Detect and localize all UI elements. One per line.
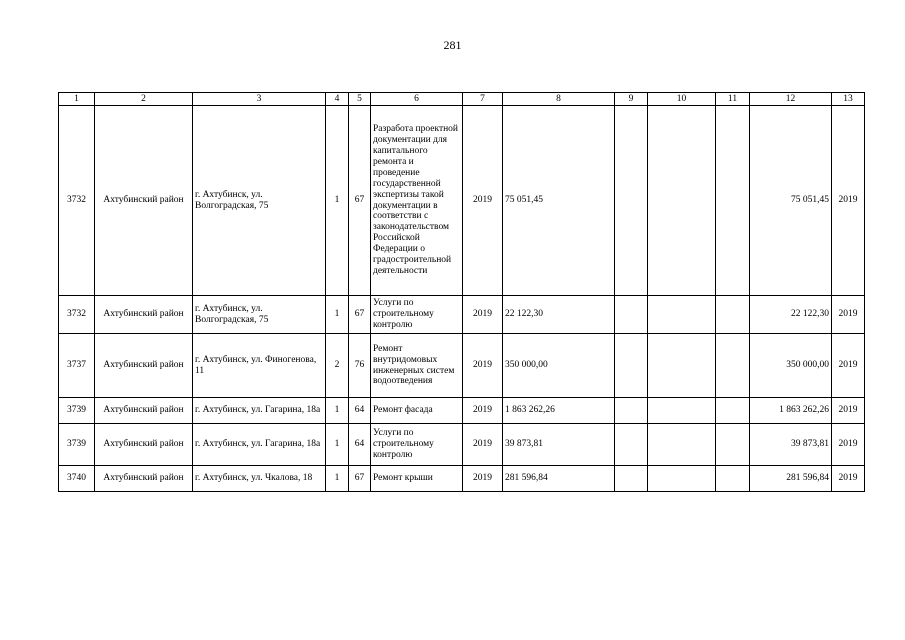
col-5-value: 67 xyxy=(349,466,371,492)
year: 2019 xyxy=(463,296,503,334)
col-11-value xyxy=(716,466,750,492)
column-number: 2 xyxy=(95,93,193,106)
column-number: 11 xyxy=(716,93,750,106)
col-11-value xyxy=(716,106,750,296)
column-number: 12 xyxy=(750,93,832,106)
district: Ахтубинский район xyxy=(95,106,193,296)
column-number: 13 xyxy=(832,93,865,106)
fund-cost: 75 051,45 xyxy=(750,106,832,296)
fund-cost: 39 873,81 xyxy=(750,424,832,466)
col-5-value: 67 xyxy=(349,106,371,296)
address: г. Ахтубинск, ул. Гагарина, 18а xyxy=(193,398,326,424)
work-type: Услуги по строительному контролю xyxy=(371,296,463,334)
record-number: 3740 xyxy=(59,466,95,492)
completion-year: 2019 xyxy=(832,296,865,334)
district: Ахтубинский район xyxy=(95,334,193,398)
col-10-value xyxy=(648,106,716,296)
record-number: 3739 xyxy=(59,398,95,424)
record-number: 3737 xyxy=(59,334,95,398)
table-row xyxy=(59,106,865,296)
col-4-value: 1 xyxy=(326,106,349,296)
col-5-value: 67 xyxy=(349,296,371,334)
total-cost: 75 051,45 xyxy=(503,106,615,296)
col-5-value: 76 xyxy=(349,334,371,398)
column-number: 3 xyxy=(193,93,326,106)
column-number: 6 xyxy=(371,93,463,106)
table-row xyxy=(59,466,865,492)
table-row xyxy=(59,296,865,334)
total-cost: 281 596,84 xyxy=(503,466,615,492)
work-type: Ремонт фасада xyxy=(371,398,463,424)
repair-program-table xyxy=(58,92,865,492)
year: 2019 xyxy=(463,334,503,398)
page-number: 281 xyxy=(443,38,462,52)
col-10-value xyxy=(648,398,716,424)
year: 2019 xyxy=(463,466,503,492)
year: 2019 xyxy=(463,424,503,466)
work-type: Разработа проектной документации для капитального ремонта и проведение государственной экспертизы такой документации в соответстви с законодательством Российской Федерации о градостроительной деятельности xyxy=(371,106,463,296)
fund-cost: 281 596,84 xyxy=(750,466,832,492)
work-type: Ремонт крыши xyxy=(371,466,463,492)
total-cost: 39 873,81 xyxy=(503,424,615,466)
fund-cost: 350 000,00 xyxy=(750,334,832,398)
col-4-value: 2 xyxy=(326,334,349,398)
col-10-value xyxy=(648,466,716,492)
table-row xyxy=(59,424,865,466)
col-10-value xyxy=(648,424,716,466)
district: Ахтубинский район xyxy=(95,398,193,424)
fund-cost: 1 863 262,26 xyxy=(750,398,832,424)
year: 2019 xyxy=(463,398,503,424)
col-5-value: 64 xyxy=(349,398,371,424)
column-number-row xyxy=(59,93,865,106)
total-cost: 1 863 262,26 xyxy=(503,398,615,424)
col-4-value: 1 xyxy=(326,424,349,466)
column-number: 4 xyxy=(326,93,349,106)
record-number: 3732 xyxy=(59,296,95,334)
completion-year: 2019 xyxy=(832,424,865,466)
col-9-value xyxy=(615,466,648,492)
col-9-value xyxy=(615,296,648,334)
table-row xyxy=(59,398,865,424)
col-11-value xyxy=(716,398,750,424)
fund-cost: 22 122,30 xyxy=(750,296,832,334)
address: г. Ахтубинск, ул. Волгоградская, 75 xyxy=(193,296,326,334)
completion-year: 2019 xyxy=(832,466,865,492)
district: Ахтубинский район xyxy=(95,466,193,492)
column-number: 1 xyxy=(59,93,95,106)
address: г. Ахтубинск, ул. Финогенова, 11 xyxy=(193,334,326,398)
column-number: 10 xyxy=(648,93,716,106)
total-cost: 22 122,30 xyxy=(503,296,615,334)
col-11-value xyxy=(716,334,750,398)
completion-year: 2019 xyxy=(832,398,865,424)
district: Ахтубинский район xyxy=(95,296,193,334)
column-number: 9 xyxy=(615,93,648,106)
col-11-value xyxy=(716,296,750,334)
col-10-value xyxy=(648,334,716,398)
completion-year: 2019 xyxy=(832,106,865,296)
col-4-value: 1 xyxy=(326,296,349,334)
address: г. Ахтубинск, ул. Гагарина, 18а xyxy=(193,424,326,466)
address: г. Ахтубинск, ул. Волгоградская, 75 xyxy=(193,106,326,296)
col-9-value xyxy=(615,424,648,466)
col-9-value xyxy=(615,106,648,296)
col-4-value: 1 xyxy=(326,398,349,424)
col-11-value xyxy=(716,424,750,466)
col-4-value: 1 xyxy=(326,466,349,492)
col-9-value xyxy=(615,398,648,424)
total-cost: 350 000,00 xyxy=(503,334,615,398)
completion-year: 2019 xyxy=(832,334,865,398)
address: г. Ахтубинск, ул. Чкалова, 18 xyxy=(193,466,326,492)
record-number: 3739 xyxy=(59,424,95,466)
col-9-value xyxy=(615,334,648,398)
col-10-value xyxy=(648,296,716,334)
column-number: 7 xyxy=(463,93,503,106)
col-5-value: 64 xyxy=(349,424,371,466)
record-number: 3732 xyxy=(59,106,95,296)
work-type: Услуги по строительному контролю xyxy=(371,424,463,466)
column-number: 8 xyxy=(503,93,615,106)
district: Ахтубинский район xyxy=(95,424,193,466)
work-type: Ремонт внутридомовых инженерных систем водоотведения xyxy=(371,334,463,398)
column-number: 5 xyxy=(349,93,371,106)
year: 2019 xyxy=(463,106,503,296)
table-row xyxy=(59,334,865,398)
